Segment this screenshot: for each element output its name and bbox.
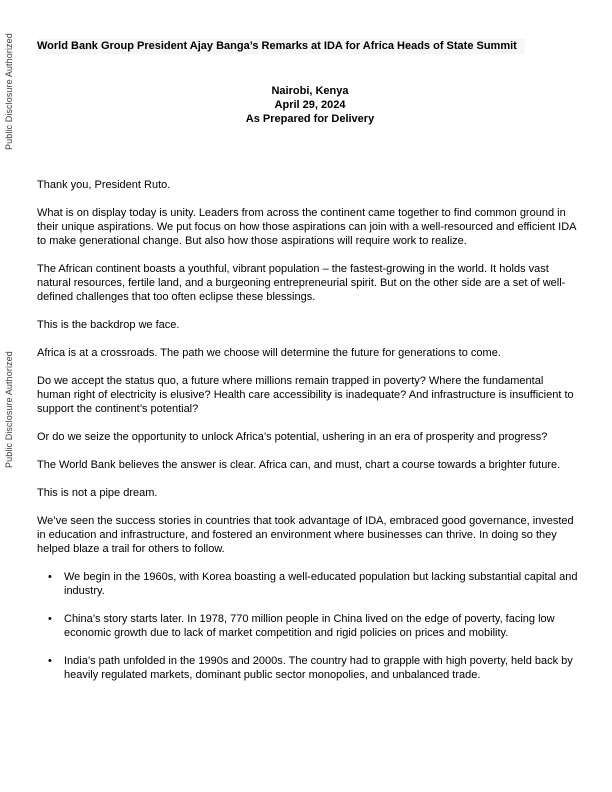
dateline-note: As Prepared for Delivery (245, 113, 375, 125)
public-disclosure-stamp-middle: Public Disclosure Authorized (4, 351, 14, 468)
paragraph-crossroads: Africa is at a crossroads. The path we choose will determine the future for generations to come. (37, 347, 501, 359)
bullet-item-korea (37, 570, 578, 598)
paragraph-thanks: Thank you, President Ruto. (37, 179, 171, 191)
public-disclosure-stamp-top: Public Disclosure Authorized (4, 33, 14, 150)
paragraph-pipe-dream: This is not a pipe dream. (37, 487, 158, 499)
bullet-icon: • (48, 571, 52, 583)
bullet-text-korea: We begin in the 1960s, with Korea boasting a well-educated population but lacking substantial capital and industry. (64, 571, 578, 597)
paragraph-success-stories: We’ve seen the success stories in countries that took advantage of IDA, embraced good governance, invested in education and infrastructure, and fostered an environment where businesses can thrive. In doing so they helped blaze a trail for others to follow. (37, 515, 574, 555)
bullet-icon: • (48, 613, 52, 625)
document-title: World Bank Group President Ajay Banga’s Remarks at IDA for Africa Heads of State Summit (37, 39, 525, 54)
bullet-text-india: India’s path unfolded in the 1990s and 2000s. The country had to grapple with high poverty, held back by heavily regulated markets, dominant public sector monopolies, and unbalanced trade. (64, 655, 573, 681)
bullet-item-india (37, 654, 578, 682)
bullet-text-china: China’s story starts later. In 1978, 770 million people in China lived on the edge of poverty, facing low economic growth due to lack of market competition and rigid policies on prices and mobility. (64, 613, 555, 639)
dateline-location: Nairobi, Kenya (271, 85, 349, 97)
dateline-date: April 29, 2024 (274, 99, 346, 111)
paragraph-unity: What is on display today is unity. Leaders from across the continent came together to find common ground in their unique aspirations. We put focus on how those aspirations can join with a well-resourced and efficient IDA to make generational change. But also how those aspirations will require work to realize. (37, 207, 576, 247)
paragraph-continent: The African continent boasts a youthful, vibrant population – the fastest-growing in the world. It holds vast natural resources, fertile land, and a burgeoning entrepreneurial spirit. But on the other side are a set of well-defined challenges that too often eclipse these blessings. (37, 263, 566, 303)
bullet-list (37, 570, 578, 682)
paragraph-world-bank: The World Bank believes the answer is clear. Africa can, and must, chart a course towards a brighter future. (37, 459, 561, 471)
bullet-item-china (37, 612, 578, 640)
document-content (37, 36, 583, 696)
paragraph-backdrop: This is the backdrop we face. (37, 319, 180, 331)
paragraph-opportunity: Or do we seize the opportunity to unlock Africa’s potential, ushering in an era of prosperity and progress? (37, 431, 548, 443)
dateline-block (37, 84, 583, 126)
bullet-icon: • (48, 655, 52, 667)
title-row (37, 36, 583, 52)
speech-body (37, 178, 578, 682)
paragraph-status-quo: Do we accept the status quo, a future where millions remain trapped in poverty? Where the fundamental human right of electricity is elusive? Health care accessibility is inadequate? And infrastructure is insufficient to support the continent’s potential? (37, 375, 574, 415)
